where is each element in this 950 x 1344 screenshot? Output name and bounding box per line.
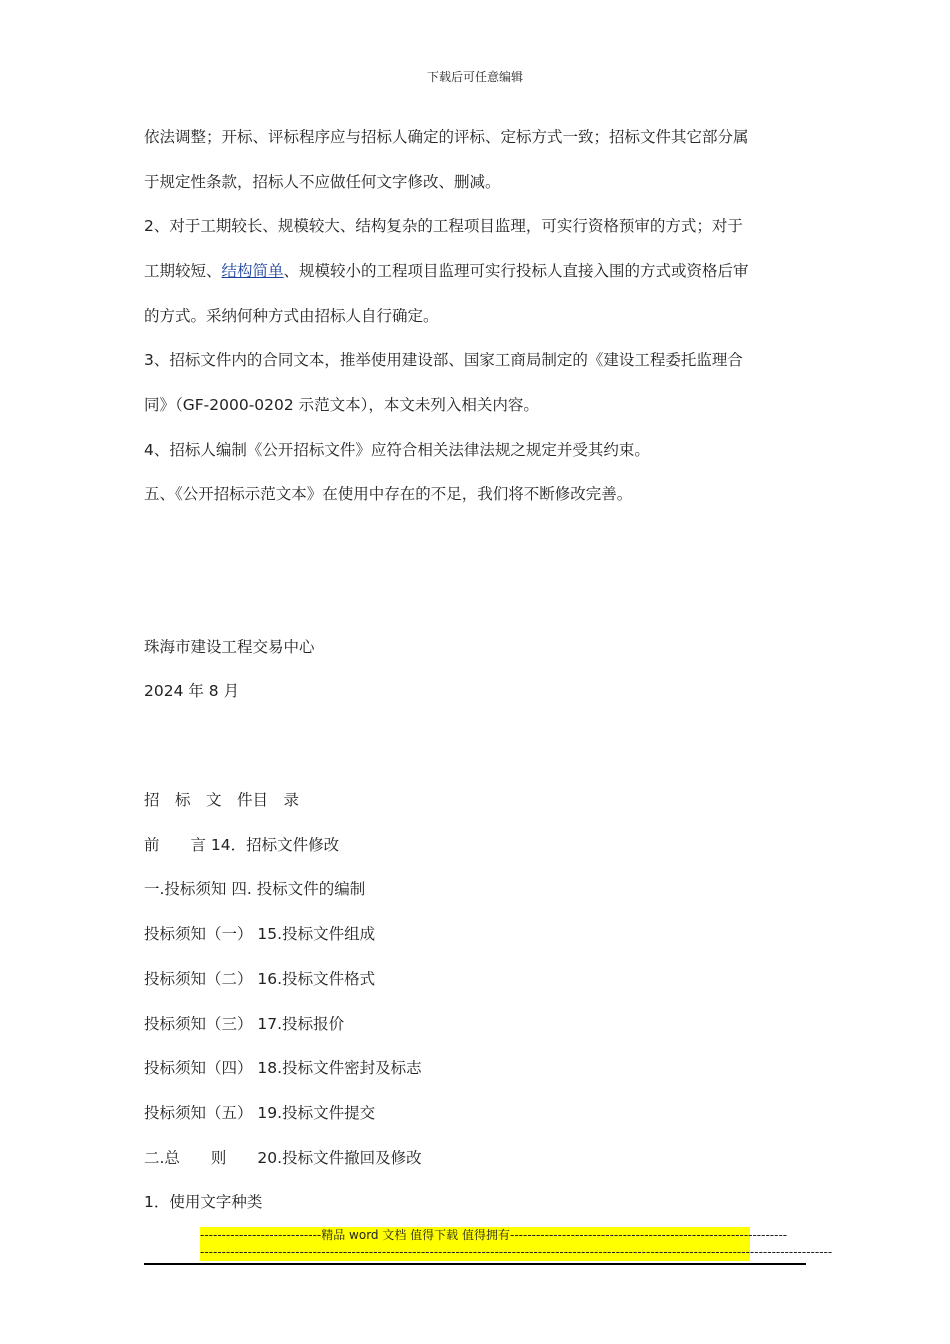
page-header: 下载后可任意编辑	[426, 70, 523, 84]
paragraph-3-line-1: 3、招标文件内的合同文本，推举使用建设部、国家工商局制定的《建设工程委托监理合	[144, 351, 743, 369]
toc-item: 投标须知（二） 16.投标文件格式	[144, 970, 376, 988]
structure-simple-link[interactable]: 结构简单	[221, 262, 284, 280]
signature-date: 2024 年 8 月	[144, 682, 240, 700]
toc-item: 投标须知（三） 17.投标报价	[144, 1015, 345, 1033]
footer-banner-line-1: ----------------------------精品 word 文档 值得下载 值得拥有----------------------------------------------------------------	[200, 1228, 788, 1242]
toc-item: 1．使用文字种类	[144, 1193, 263, 1211]
paragraph-2-text-before-link: 工期较短、	[144, 262, 222, 280]
paragraph-2-line-3: 的方式。采纳何种方式由招标人自行确定。	[144, 307, 439, 325]
toc-item: 一.投标须知 四. 投标文件的编制	[144, 880, 366, 898]
paragraph-4: 4、招标人编制《公开招标文件》应符合相关法律法规之规定并受其约束。	[144, 441, 650, 459]
toc-item: 投标须知（五） 19.投标文件提交	[144, 1104, 376, 1122]
paragraph-2-text-after-link: 、规模较小的工程项目监理可实行投标人直接入围的方式或资格后审	[283, 262, 749, 280]
signature-org: 珠海市建设工程交易中心	[144, 638, 315, 656]
paragraph-2-line-1: 2、对于工期较长、规模较大、结构复杂的工程项目监理，可实行资格预审的方式；对于	[144, 217, 743, 235]
toc-title: 招 标 文 件目 录	[144, 791, 300, 809]
footer-banner-line-2: --------------------------------------------------------------------------------------------------------------------------------------------------	[200, 1245, 833, 1259]
paragraph-1-line-1: 依法调整；开标、评标程序应与招标人确定的评标、定标方式一致；招标文件其它部分属	[144, 128, 749, 146]
toc-item: 二.总 则 20.投标文件撤回及修改	[144, 1149, 422, 1167]
paragraph-5: 五、《公开招标示范文本》在使用中存在的不足，我们将不断修改完善。	[144, 485, 633, 503]
toc-item: 投标须知（一） 15.投标文件组成	[144, 925, 376, 943]
paragraph-1-line-2: 于规定性条款，招标人不应做任何文字修改、删减。	[144, 173, 501, 191]
toc-item: 投标须知（四） 18.投标文件密封及标志	[144, 1059, 422, 1077]
toc-item: 前 言 14．招标文件修改	[144, 836, 340, 854]
paragraph-2-line-2	[144, 261, 749, 281]
footer-divider	[144, 1263, 806, 1265]
paragraph-3-line-2: 同》（GF-2000-0202 示范文本），本文未列入相关内容。	[144, 396, 539, 414]
